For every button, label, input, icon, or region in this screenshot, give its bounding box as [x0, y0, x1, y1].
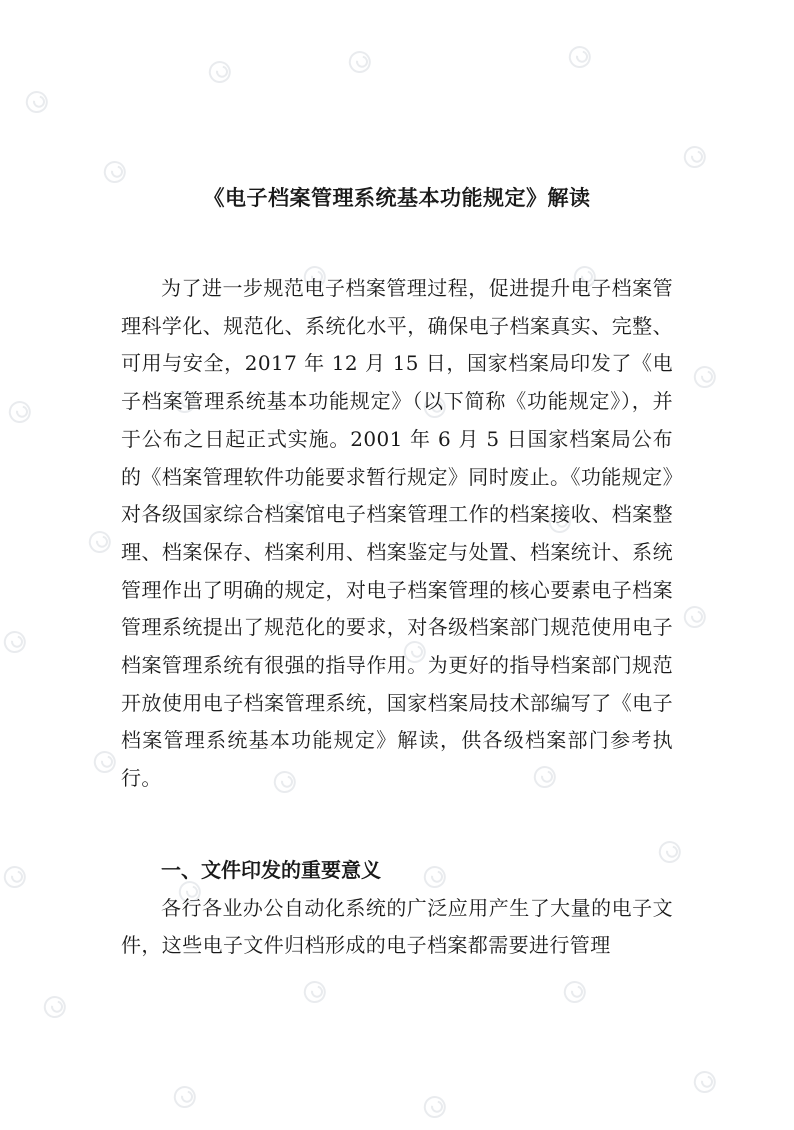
document-title: 《电子档案管理系统基本功能规定》解读 — [203, 186, 591, 210]
watermark-icon — [684, 1035, 759, 1104]
watermark-icon — [414, 1060, 489, 1129]
intro-paragraph: 为了进一步规范电子档案管理过程，促进提升电子档案管理科学化、规范化、系统化水平，确保电子档案真实、完整、可用与安全，2017 年 12 月 15 日，国家档案局印发了《电子档案管理系统基本功能规定》（以下简称《功能规定》），并于公布之日起正式实施。2001 年 6 月 5 日国家档案局公布的《档案管理软件功能要求暂行规定》同时废止。《功能规定》对各级国家综合档案馆电子档案管理工作的档案接收、档案整理、档案保存、档案利用、档案鉴定与处置、档案统计、系统管理作出了明确的规定，对电子档案管理的核心要素电子档案管理系统提出了规范化的要求，对各级档案部门规范使用电子档案管理系统有很强的指导作用。为更好的指导档案部门规范开放使用电子档案管理系统，国家档案局技术部编写了《电子档案管理系统基本功能规定》解读，供各级档案部门参考执行。 — [121, 276, 673, 791]
watermark-icon — [34, 960, 109, 1029]
section-heading: 一、文件印发的重要意义 — [161, 857, 381, 882]
section-paragraph: 各行各业办公自动化系统的广泛应用产生了大量的电子文件，这些电子文件归档形成的电子档案都需要进行管理 — [121, 895, 673, 958]
watermark-icon — [164, 1050, 239, 1119]
